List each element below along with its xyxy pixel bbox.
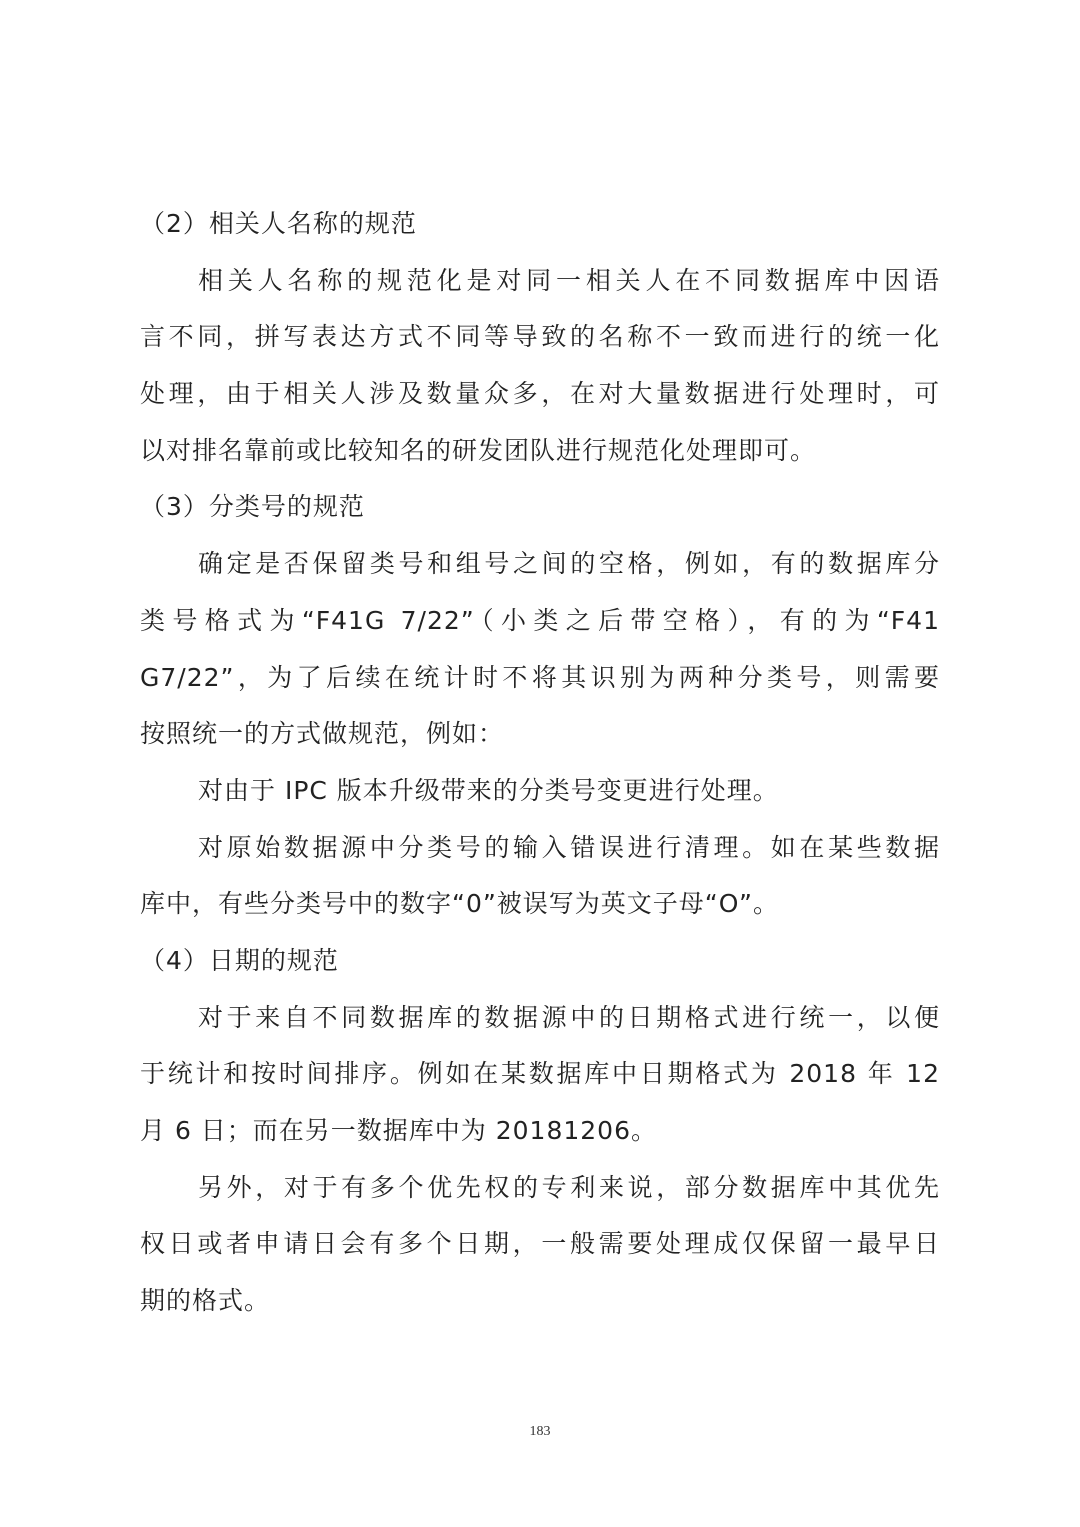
text-line: 按照统一的方式做规范，例如：	[140, 719, 505, 749]
text-line: 相关人名称的规范化是对同一相关人在不同数据库中因语	[198, 265, 940, 295]
text-line: 对于来自不同数据库的数据源中的日期格式进行统一，以便	[198, 1002, 940, 1032]
text-line: 期的格式。	[140, 1286, 271, 1316]
section-heading: （2）相关人名称的规范	[140, 209, 417, 238]
text-line: 权日或者申请日会有多个日期，一般需要处理成仅保留一最早日	[140, 1229, 940, 1259]
section-heading: （4）日期的规范	[140, 945, 339, 975]
text-line: 言不同，拼写表达方式不同等导致的名称不一致而进行的统一化	[140, 322, 940, 352]
text-line: 于统计和按时间排序。例如在某数据库中日期格式为 2018 年 12	[140, 1059, 940, 1089]
section-heading: （3）分类号的规范	[140, 492, 365, 522]
text-line: 以对排名靠前或比较知名的研发团队进行规范化处理即可。	[140, 435, 817, 465]
text-line: 库中，有些分类号中的数字“0”被误写为英文子母“O”。	[140, 889, 779, 919]
text-line: 另外，对于有多个优先权的专利来说，部分数据库中其优先	[198, 1172, 940, 1202]
text-line: 月 6 日；而在另一数据库中为 20181206。	[140, 1116, 657, 1145]
text-line: 类号格式为“F41G 7/22”（小类之后带空格），有的为“F41	[140, 605, 940, 635]
page-number: 183	[529, 1424, 551, 1439]
text-line: 确定是否保留类号和组号之间的空格，例如，有的数据库分	[198, 549, 940, 579]
text-line: 处理，由于相关人涉及数量众多，在对大量数据进行处理时，可	[140, 379, 940, 409]
text-line: 对由于 IPC 版本升级带来的分类号变更进行处理。	[198, 775, 779, 805]
text-line: G7/22”，为了后续在统计时不将其识别为两种分类号，则需要	[140, 662, 940, 692]
text-line: 对原始数据源中分类号的输入错误进行清理。如在某些数据	[198, 832, 940, 862]
document-body	[140, 196, 940, 1330]
